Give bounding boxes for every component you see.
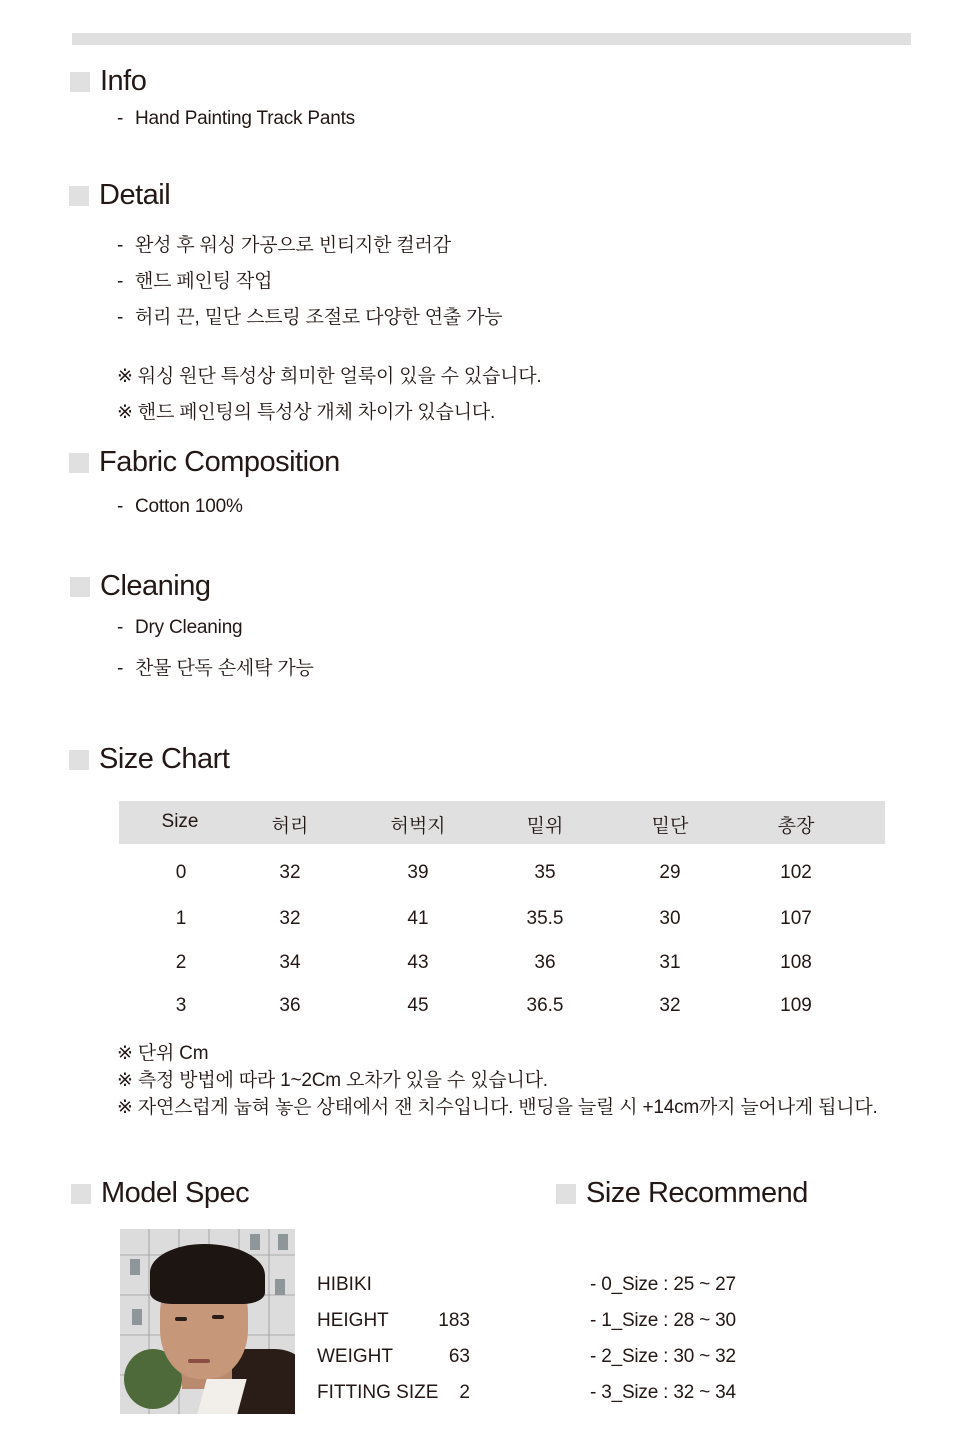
cleaning-item: - 찬물 단독 손세탁 가능 xyxy=(117,658,314,679)
size-recommend-item: - 2_Size : 30 ~ 32 xyxy=(590,1346,736,1367)
size-chart-note: ※ 단위 Cm xyxy=(117,1043,209,1064)
table-header-row xyxy=(119,801,885,844)
model-spec-value: 2 xyxy=(459,1382,470,1403)
model-photo xyxy=(120,1229,295,1414)
section-title: Detail xyxy=(99,179,171,211)
column-header: 총장 xyxy=(777,816,815,837)
section-cleaning-heading xyxy=(70,570,210,603)
section-title: Size Chart xyxy=(99,743,230,775)
detail-note: ※ 핸드 페인팅의 특성상 개체 차이가 있습니다. xyxy=(117,402,496,423)
detail-item: - 핸드 페인팅 작업 xyxy=(117,271,273,292)
size-chart-table: Size 허리 허벅지 밑위 밑단 총장 0 32 39 35 29 102 1 32 41 35.5 30 107 2 34 43 36 31 108 3 36 45 36.5 32 109 xyxy=(119,801,885,844)
square-bullet-icon xyxy=(556,1184,576,1204)
section-detail-heading xyxy=(69,179,170,212)
column-header: 밑위 xyxy=(526,816,564,837)
section-size-recommend-heading xyxy=(556,1177,808,1210)
square-bullet-icon xyxy=(69,453,89,473)
fabric-item: - Cotton 100% xyxy=(117,496,243,517)
model-spec-label: WEIGHT xyxy=(317,1346,393,1367)
section-title: Info xyxy=(100,65,147,97)
section-title: Model Spec xyxy=(101,1177,250,1209)
info-item: - Hand Painting Track Pants xyxy=(117,108,355,129)
size-recommend-item: - 0_Size : 25 ~ 27 xyxy=(590,1274,736,1295)
section-size-chart-heading xyxy=(69,743,229,776)
detail-item: - 완성 후 워싱 가공으로 빈티지한 컬러감 xyxy=(117,235,451,256)
model-spec-label: FITTING SIZE xyxy=(317,1382,439,1403)
square-bullet-icon xyxy=(69,750,89,770)
size-chart-note: ※ 측정 방법에 따라 1~2Cm 오차가 있을 수 있습니다. xyxy=(117,1070,548,1091)
square-bullet-icon xyxy=(70,72,90,92)
model-name: HIBIKI xyxy=(317,1274,372,1295)
size-recommend-item: - 1_Size : 28 ~ 30 xyxy=(590,1310,736,1331)
section-model-spec-heading xyxy=(71,1177,249,1210)
column-header: 허리 xyxy=(271,816,309,837)
section-title: Fabric Composition xyxy=(99,446,340,478)
column-header: 밑단 xyxy=(651,816,689,837)
column-header: 허벅지 xyxy=(390,816,446,837)
size-chart-note: ※ 자연스럽게 눕혀 놓은 상태에서 잰 치수입니다. 밴딩을 늘릴 시 +14cm까지 늘어나게 됩니다. xyxy=(117,1097,878,1118)
cleaning-item: - Dry Cleaning xyxy=(117,617,243,638)
size-recommend-item: - 3_Size : 32 ~ 34 xyxy=(590,1382,736,1403)
detail-item: - 허리 끈, 밑단 스트링 조절로 다양한 연출 가능 xyxy=(117,307,503,328)
square-bullet-icon xyxy=(70,577,90,597)
model-spec-value: 63 xyxy=(448,1346,470,1367)
section-title: Size Recommend xyxy=(586,1177,808,1209)
section-fabric-heading xyxy=(69,446,340,479)
detail-note: ※ 워싱 원단 특성상 희미한 얼룩이 있을 수 있습니다. xyxy=(117,366,542,387)
model-spec-value: 183 xyxy=(438,1310,470,1331)
column-header: Size xyxy=(161,811,199,832)
square-bullet-icon xyxy=(71,1184,91,1204)
section-title: Cleaning xyxy=(100,570,211,602)
model-spec-label: HEIGHT xyxy=(317,1310,389,1331)
section-info-heading xyxy=(70,65,146,98)
top-divider-bar xyxy=(72,33,911,45)
square-bullet-icon xyxy=(69,186,89,206)
